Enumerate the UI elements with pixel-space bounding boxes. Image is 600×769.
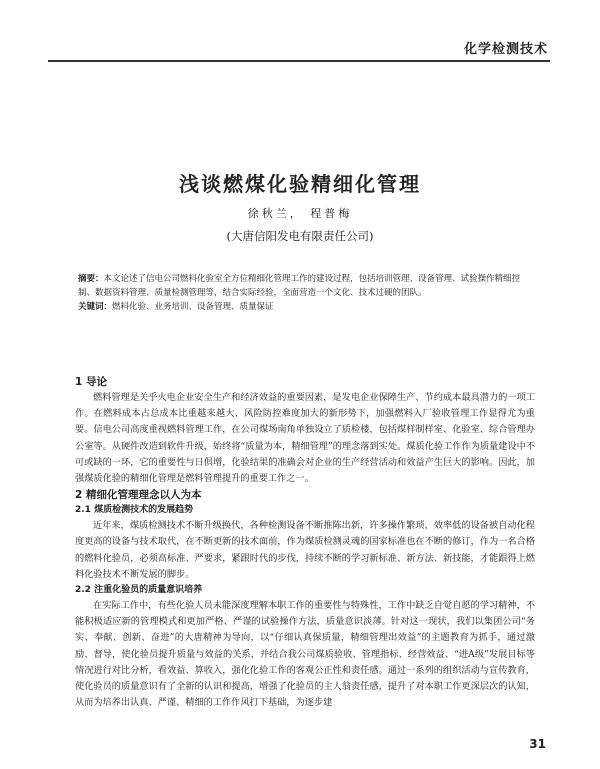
article-title: 浅谈燃煤化验精细化管理 — [179, 172, 421, 196]
keywords — [78, 300, 534, 314]
journal-section-title: 化学检测技术 — [463, 42, 548, 57]
subsection-heading-2-1: 2.1 煤质检测技术的发展趋势 — [75, 505, 194, 516]
subsection-heading-2-2: 2.2 注重化验员的质量意识培养 — [75, 585, 203, 596]
abstract-block — [78, 272, 534, 314]
abstract-text: 本文论述了信电公司燃料化验室全方位精细化管理工作的建设过程，包括培训管理、设备管理、试验操作精细控制、数据资料管理、质量检测管理等，结合实际经验，全面营造一个文化、技术过硬的团队。 — [78, 274, 521, 298]
paragraph: 近年来，煤质检测技术不断升级换代，各种检测设备不断推陈出新，许多操作繁琐、效率低的设备被自动化程度更高的设备与技术取代，在不断更新的技术面前，作为煤质检测灵魂的国家标准也在不断的修订，作为一名合格的燃料化验员，必须高标准、严要求，紧跟时代的步伐，持续不断的学习新标准、新方法、新技能，才能跟得上燃料化验技术不断发展的脚步。 — [75, 520, 535, 580]
keywords-label: 关键词： — [78, 302, 113, 312]
section-heading-1: 1 导论 — [75, 376, 107, 388]
article-affiliation: (大唐信阳发电有限责任公司) — [226, 229, 374, 243]
article-authors: 徐秋兰， 程普梅 — [247, 207, 353, 220]
paragraph: 燃料管理是关乎火电企业安全生产和经济效益的重要因素，是发电企业保障生产、节约成本最具潜力的一项工作。在燃料成本占总成本比重越来越大、风险防控难度加大的新形势下，加强燃料入厂验收管理工作显得尤为重要。信电公司高度重视燃料管理工作，在公司煤场南角单独设立了质检楼，包括煤样制样室、化验室、综合管理办公室等。从硬件改造到软件升级，始终将“质量为本，精细管理”的理念落到实处。煤质化验工作作为质量建设中不可或缺的一环，它的重要性与日俱增，化验结果的准确会对企业的生产经营活动和效益产生巨大的影响。因此，加强煤质化验的精细化管理是燃料管理提升的重要工作之一。 — [75, 392, 535, 485]
article-body — [75, 374, 535, 711]
header-rule — [48, 60, 550, 62]
keywords-text: 燃料化验、业务培训、设备管理、质量保证 — [112, 302, 274, 312]
abstract — [78, 272, 534, 300]
paragraph: 在实际工作中，有些化验人员未能深度理解本职工作的重要性与特殊性，工作中缺乏自觉自愿的学习精神，不能积极适应新的管理模式和更加严格、严谨的试验操作方法，质量意识淡薄。针对这一现状，我们以集团公司“务实、奉献、创新、奋进”的大唐精神为导向，以“仔细认真保质量，精细管理出效益”的主题教育为抓手，通过激励、督导，使化验员提升质量与效益的关系，并结合我公司煤质验收、管理指标、经营效益、“进A级”发展目标等情况进行对比分析，看效益、算收入，强化化验工作的客观公正性和责任感。通过一系列的组织活动与宣传教育，使化验员的质量意识有了全新的认识和提高，增强了化验员的主人翁责任感，提升了对本职工作更深层次的认知，从而为培养出认真、严谨、精细的工作作风打下基础，为逐步建 — [75, 600, 535, 709]
page-number: 31 — [529, 737, 546, 751]
section-heading-2: 2 精细化管理理念以人为本 — [75, 489, 202, 502]
abstract-label: 摘要： — [78, 274, 104, 284]
